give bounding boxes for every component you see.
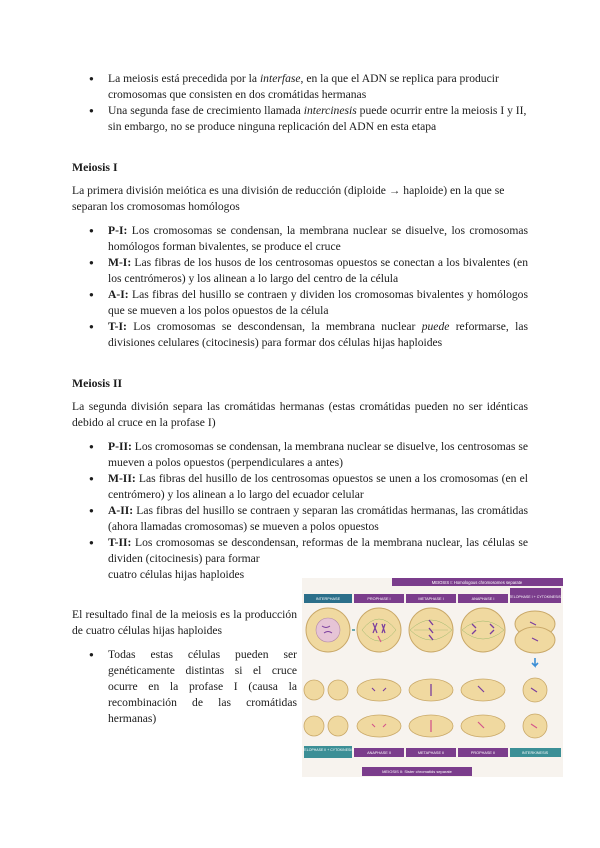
cell-metaphase-2-a xyxy=(409,679,453,701)
list-item: ● Una segunda fase de crecimiento llamada intercinesis puede ocurrir entre la meiosis I y II, sin embargo, no se produce ninguna replicación del ADN en esta etapa xyxy=(72,103,528,135)
result-list xyxy=(72,647,297,727)
meiosis-2-list xyxy=(72,439,528,583)
stage-label-telophase-2: TELOPHASE II + CYTOKINESIS xyxy=(302,748,354,752)
cell-interphase xyxy=(306,608,350,652)
list-item: ● A-I: Las fibras del husillo se contraen y dividen los cromosomas bivalentes y homólogos que se mueven a los polos opuestos de la célula xyxy=(72,287,528,319)
stage-label-metaphase-2: METAPHASE II xyxy=(417,751,445,755)
intro-section xyxy=(72,71,528,135)
stage-label-anaphase-1: ANAPHASE I xyxy=(471,597,495,601)
meiosis-diagram xyxy=(302,578,563,777)
cell-interkinesis-b xyxy=(523,714,547,738)
stage-label-telophase-1: TELOPHASE I + CYTOKINESIS xyxy=(509,595,561,599)
list-item: ● A-II: Las fibras del husillo se contraen y separan las cromátidas hermanas, las cromátidas (ahora llamadas cromosomas) se mueven a polos opuestos xyxy=(72,503,528,535)
meiosis-2-heading: Meiosis II xyxy=(72,376,123,390)
meiosis-2-banner-label: MEIOSIS II: Sister chromatids separate xyxy=(382,769,452,774)
cell-metaphase-2-b xyxy=(409,715,453,737)
cell-anaphase-2-b xyxy=(357,715,401,737)
cell-anaphase-1 xyxy=(461,608,505,652)
stage-label-metaphase-1: METAPHASE I xyxy=(418,597,444,601)
list-item: ● La meiosis está precedida por la interfase, en la que el ADN se replica para producir cromosomas que consisten en dos cromátidas hermanas xyxy=(72,71,528,103)
meiosis-2-intro: La segunda división separa las cromátidas hermanas (estas cromátidas pueden no ser idénticas debido al cruce en la profase I) xyxy=(72,400,528,429)
list-item: ● P-I: Los cromosomas se condensan, la membrana nuclear se disuelve, los cromosomas homólogos forman bivalentes, se produce el cruce xyxy=(72,223,528,255)
stage-label-prophase-2: PROPHASE II xyxy=(470,751,496,755)
cell-telophase-1 xyxy=(515,611,555,653)
stage-label-interphase: INTERPHASE xyxy=(315,597,341,601)
meiosis-1-intro: La primera división meiótica es una división de reducción (diploide → haploide) en la que se separan los cromosomas homólogos xyxy=(72,184,505,213)
cell-prophase-2-a xyxy=(461,679,505,701)
list-item: ● Todas estas células pueden ser genéticamente distintas si el cruce ocurre en la profase I (causa la recombinación de las cromátidas hermanas) xyxy=(72,647,297,727)
meiosis-1-list xyxy=(72,223,528,351)
cell-interkinesis-a xyxy=(523,678,547,702)
cell-metaphase-1 xyxy=(409,608,453,652)
cell-anaphase-2-a xyxy=(357,679,401,701)
list-item: ● T-I: Los cromosomas se descondensan, la membrana nuclear puede reformarse, las divisiones celulares (citocinesis) para formar dos células hijas haploides xyxy=(72,319,528,351)
cell-prophase-1 xyxy=(357,608,401,652)
result-text: El resultado final de la meiosis es la producción de cuatro células hijas haploides xyxy=(72,608,297,637)
list-item: ● P-II: Los cromosomas se condensan, la membrana nuclear se disuelve, los centrosomas se mueven a polos opuestos (perpendiculares a antes) xyxy=(72,439,528,471)
list-item: ● T-II: Los cromosomas se descondensan, reformas de la membrana nuclear, las células se dividen (citocinesis) para formar cuatro células hijas haploides xyxy=(72,535,528,583)
stage-label-anaphase-2: ANAPHASE II xyxy=(367,751,391,755)
meiosis-1-heading: Meiosis I xyxy=(72,160,118,174)
list-item: ● M-II: Las fibras del husillo de los centrosomas opuestos se unen a los cromosomas (en el centrómero) y los alinean a lo largo del ecuador celular xyxy=(72,471,528,503)
meiosis-1-banner-label: MEIOSIS I: Homologous chromosomes separate xyxy=(431,580,523,585)
stage-label-prophase-1: PROPHASE I xyxy=(367,597,391,601)
list-item: ● M-I: Las fibras de los husos de los centrosomas opuestos se conectan a los bivalentes (en los centrómeros) y los alinean a lo largo del centro de la célula xyxy=(72,255,528,287)
cell-prophase-2-b xyxy=(461,715,505,737)
stage-label-interkinesis: INTERKINESIS xyxy=(521,751,549,755)
